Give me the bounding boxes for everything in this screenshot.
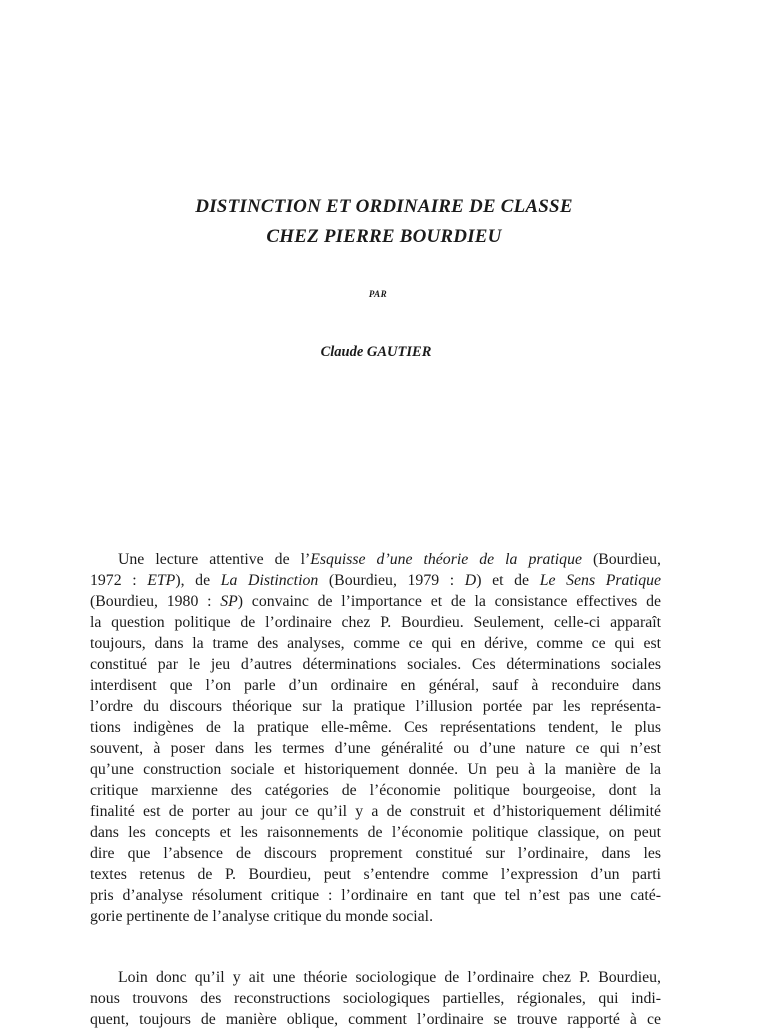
text-line [90, 633, 661, 654]
text-line [90, 549, 661, 570]
italic-text: D [464, 572, 477, 589]
italic-text: SP [220, 593, 238, 610]
italic-text: ETP [147, 572, 176, 589]
text-run: ) et de [476, 572, 540, 589]
text-run: gorie pertinente de l’analyse critique du monde social. [90, 908, 434, 925]
author-name: Claude GAUTIER [320, 344, 432, 360]
text-line [90, 675, 661, 696]
text-run: qu’une construction sociale et historiquement donnée. Un peu à la manière de la [90, 761, 661, 778]
italic-text: La Distinction [220, 572, 319, 589]
byline-par: PAR [368, 289, 388, 299]
text-run: toujours, dans la trame des analyses, comme ce qui en dérive, comme ce qui est [90, 635, 661, 652]
text-run: (Bourdieu, 1979 : [318, 572, 465, 589]
text-run: la question politique de l’ordinaire chez P. Bourdieu. Seulement, celle-ci apparaît [90, 614, 661, 631]
italic-text: Esquisse d’une théorie de la pratique [310, 551, 582, 568]
text-line [90, 570, 661, 591]
text-run: ) convainc de l’importance et de la consistance effectives de [237, 593, 661, 610]
text-run: nous trouvons des reconstructions sociologiques partielles, régionales, qui indi- [90, 990, 661, 1007]
text-line [90, 654, 661, 675]
text-line [90, 822, 661, 843]
text-line [90, 759, 661, 780]
text-run: (Bourdieu, [581, 551, 661, 568]
text-line [90, 696, 661, 717]
text-line [90, 906, 661, 927]
text-run: l’ordre du discours théorique sur la pratique l’illusion portée par les représenta- [90, 698, 661, 715]
text-line [90, 885, 661, 906]
text-run: dans les concepts et les raisonnements de l’économie politique classique, on peut [90, 824, 661, 841]
text-run: pris d’analyse résolument critique : l’ordinaire en tant que tel n’est pas une caté- [90, 887, 661, 904]
text-run: 1972 : [90, 572, 148, 589]
text-run: critique marxienne des catégories de l’économie politique bourgeoise, dont la [90, 782, 661, 799]
text-line [90, 988, 661, 1009]
text-line [90, 591, 661, 612]
text-line [90, 717, 661, 738]
article-title-line-1: DISTINCTION ET ORDINAIRE DE CLASSE [195, 196, 573, 217]
text-line [90, 780, 661, 801]
text-line [90, 738, 661, 759]
italic-text: Le Sens Pratique [539, 572, 662, 589]
text-run: Loin donc qu’il y ait une théorie sociologique de l’ordinaire chez P. Bourdieu, [118, 969, 661, 986]
body-paragraph-1 [90, 549, 661, 927]
text-line [90, 801, 661, 822]
text-line [90, 1009, 661, 1030]
text-run: quent, toujours de manière oblique, comment l’ordinaire se trouve rapporté à ce [90, 1011, 661, 1028]
text-run: tions indigènes de la pratique elle-même. Ces représentations tendent, le plus [90, 719, 661, 736]
text-run: dire que l’absence de discours proprement constitué sur l’ordinaire, dans les [90, 845, 661, 862]
text-run: (Bourdieu, 1980 : [90, 593, 221, 610]
text-line [90, 843, 661, 864]
text-run: constitué par le jeu d’autres déterminations sociales. Ces déterminations sociales [90, 656, 661, 673]
text-run: textes retenus de P. Bourdieu, peut s’entendre comme l’expression d’un parti [90, 866, 661, 883]
article-title-line-2: CHEZ PIERRE BOURDIEU [266, 226, 502, 247]
text-line [90, 612, 661, 633]
text-line [90, 864, 661, 885]
text-run: souvent, à poser dans les termes d’une généralité ou d’une nature ce qui n’est [90, 740, 661, 757]
body-paragraph-2 [90, 967, 661, 1030]
text-run: ), de [175, 572, 221, 589]
text-run: Une lecture attentive de l’ [118, 551, 311, 568]
text-run: interdisent que l’on parle d’un ordinaire en général, sauf à reconduire dans [90, 677, 661, 694]
text-line [90, 967, 661, 988]
text-run: finalité est de porter au jour ce qu’il y a de construit et d’historiquement délimité [90, 803, 661, 820]
